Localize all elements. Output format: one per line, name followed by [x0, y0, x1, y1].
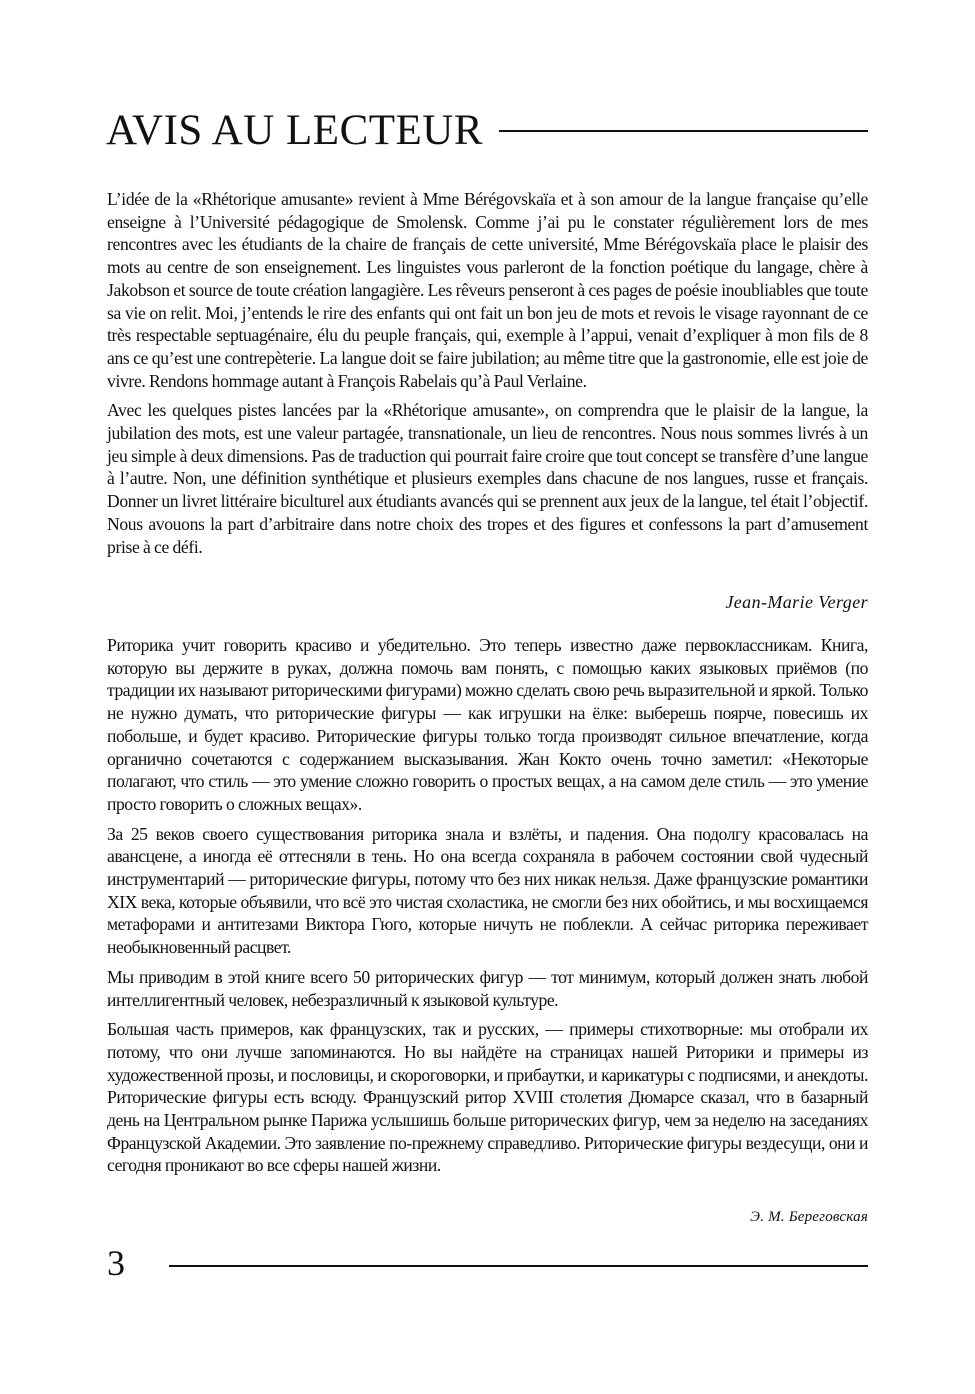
page-title: AVIS AU LECTEUR — [106, 106, 484, 154]
russian-paragraph-4: Большая часть примеров, как французских, так и русских, — примеры стихотворные: мы отобрали их потому, что они лучше запоминаются. Но вы найдёте на страницах нашей Риторики и примеры из художественной прозы, и пословицы, и скороговорки, и прибаутки, и карикатуры с подписями, и анекдоты. Риторические фигуры есть всюду. Французский ритор XVIII столетия Дюмарсе сказал, что в базарный день на Центральном рынке Парижа услышишь больше риторических фигур, чем за неделю на заседаниях Французской Академии. Это заявление по-прежнему справедливо. Риторические фигуры вездесущи, они и сегодня проникают во все сферы нашей жизни. — [107, 1019, 868, 1176]
page-number: 3 — [107, 1243, 125, 1283]
footer-rule — [169, 1265, 868, 1267]
french-paragraph-1: L’idée de la «Rhétorique amusante» revient à Mme Bérégovskaïa et à son amour de la langue française qu’elle enseigne à l’Université pédagogique de Smolensk. Comme j’ai pu le constater régulièrement lors de mes rencontres avec les étudiants de la chaire de français de cette université, Mme Bérégovskaïa place le plaisir des mots au centre de son enseignement. Les linguistes vous parleront de la fonction poétique du langage, chère à Jakobson et source de toute création langagière. Les rêveurs penseront à ces pages de poésie inoubliables que toute sa vie on relit. Moi, j’entends le rire des enfants qui ont fait un bon jeu de mots et revois le visage rayonnant de ce très respectable septuagénaire, élu du peuple français, qui, exemple à l’appui, venait d’expliquer à mon fils de 8 ans ce qu’est une contrepèterie. La langue doit se faire jubilation; au même titre que la gastronomie, elle est joie de vivre. Rendons hommage autant à François Rabelais qu’à Paul Verlaine. — [107, 189, 868, 391]
title-rule — [499, 130, 868, 132]
title-row — [106, 104, 868, 156]
french-paragraph-2: Avec les quelques pistes lancées par la «Rhétorique amusante», on comprendra que le plaisir de la langue, la jubilation des mots, est une valeur partagée, transnationale, un lieu de rencontres. Nous nous sommes livrés à un jeu simple à deux dimensions. Pas de traduction qui pourrait faire croire que tout concept se transfère d’une langue à l’autre. Non, une définition synthétique et plusieurs exemples dans chacune de nos langues, russe et français. Donner un livret littéraire biculturel aux étudiants avancés qui se prennent aux jeux de la langue, tel était l’objectif. Nous avouons la part d’arbitraire dans notre choix des tropes et des figures et confessons la part d’amusement prise à ce défi. — [107, 400, 868, 557]
russian-foreword — [107, 634, 868, 1184]
russian-signature: Э. М. Береговская — [750, 1209, 868, 1225]
russian-paragraph-1: Риторика учит говорить красиво и убедительно. Это теперь известно даже первоклассникам. Книга, которую вы держите в руках, должна помочь вам понять, с помощью каких языковых приёмов (по традиции их называют риторическими фигурами) можно сделать свою речь выразительной и яркой. Только не нужно думать, что риторические фигуры — как игрушки на ёлке: выберешь поярче, повесишь их побольше, и будет красиво. Риторические фигуры только тогда производят сильное впечатление, когда органично сочетаются с содержанием высказывания. Жан Кокто очень точно заметил: «Некоторые полагают, что стиль — это умение сложно говорить о простых вещах, а на самом деле стиль — это умение просто говорить о сложных вещах». — [107, 635, 868, 814]
russian-paragraph-3: Мы приводим в этой книге всего 50 риторических фигур — тот минимум, который должен знать любой интеллигентный человек, небезразличный к языковой культуре. — [107, 966, 868, 1010]
page-footer — [107, 1238, 868, 1288]
french-foreword — [107, 188, 868, 565]
french-signature: Jean-Marie Verger — [725, 592, 868, 612]
russian-paragraph-2: За 25 веков своего существования риторика знала и взлёты, и падения. Она подолгу красовалась на авансцене, а иногда её оттесняли в тень. Но она всегда сохраняла в рабочем состоянии свой чудесный инструментарий — риторические фигуры, потому что без них никак нельзя. Даже французские романтики XIX века, которые объявили, что всё это чистая схоластика, не смогли без них обойтись, и мы восхищаемся метафорами и антитезами Виктора Гюго, которые ничуть не поблекли. А сейчас риторика переживает необыкновенный расцвет. — [107, 823, 868, 958]
